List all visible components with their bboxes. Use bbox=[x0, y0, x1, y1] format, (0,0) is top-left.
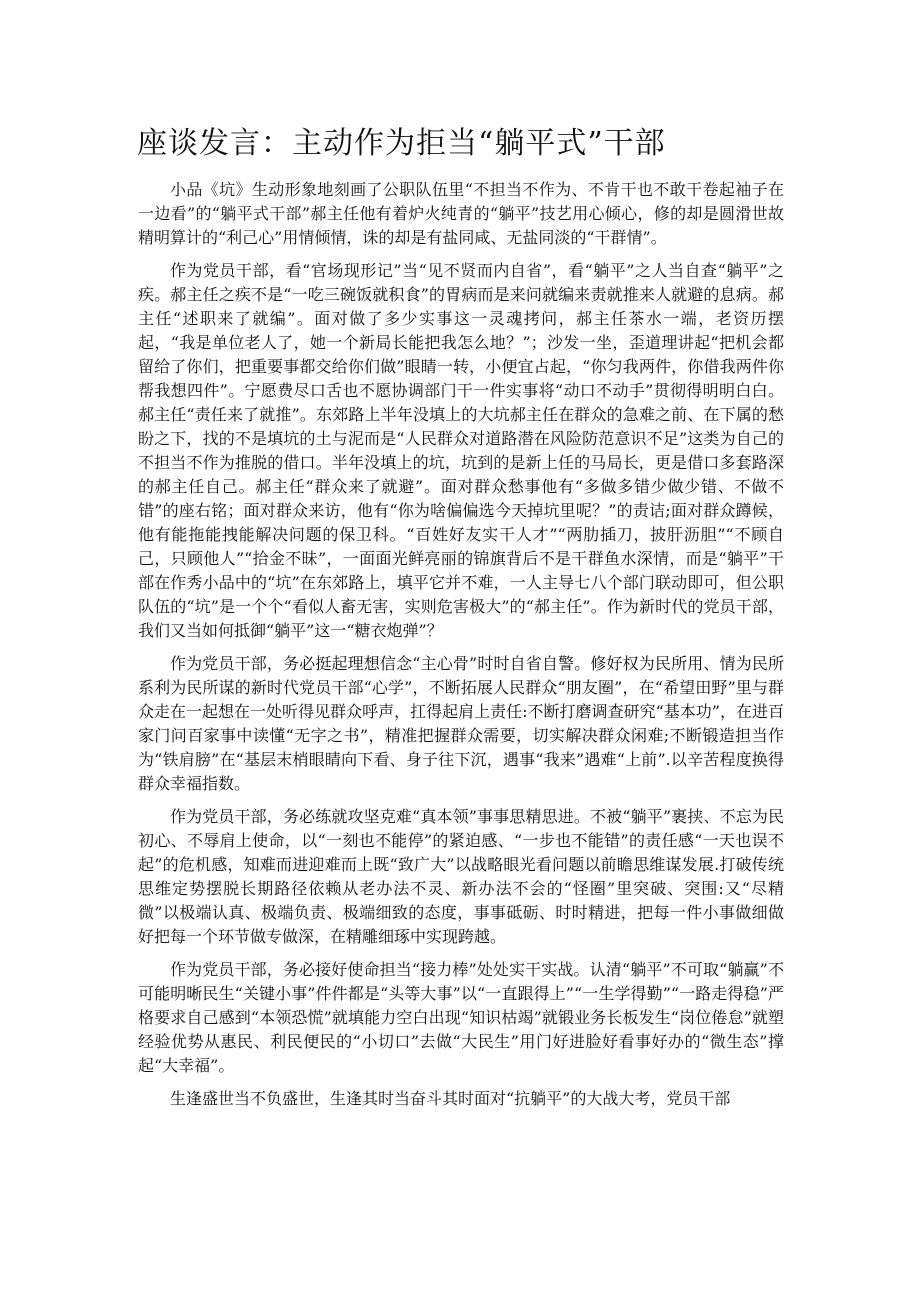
paragraph-2: 作为党员干部，看“官场现形记”当“见不贤而内自省”，看“躺平”之人当自查“躺平”之疾。郝主任之疾不是“一吃三碗饭就积食”的胃病而是来问就编来责就推来人就避的息病。郝主任“述职来了就编”。面对做了多少实事这一灵魂拷问，郝主任茶水一端，老资历摆起，“我是单位老人了，她一个新局长能把我怎么地？”；沙发一坐，歪道理讲起“把机会都留给了你们，把重要事都交给你们做”眼睛一转，小便宜占起，“你匀我两件，你借我两件你帮我想四件”。宁愿费尽口舌也不愿协调部门干一件实事将“动口不动手”贯彻得明明白白。郝主任“责任来了就推”。东郊路上半年没填上的大坑郝主任在群众的急难之前、在下属的愁盼之下，找的不是填坑的土与泥而是“人民群众对道路潜在风险防范意识不足”这类为自己的不担当不作为推脱的借口。半年没填上的坑，坑到的是新上任的马局长，更是借口多套路深的郝主任自己。郝主任“群众来了就避”。面对群众愁事他有“多做多错少做少错、不做不错”的座右铭；面对群众来访，他有“你为啥偏偏选今天掉坑里呢？”的责诘;面对群众蹲候，他有能拖能拽能解决问题的保卫科。“百姓好友实干人才”“两肋插刀，披肝沥胆”“不顾自己，只顾他人”“拾金不昧”，一面面光鲜亮丽的锦旗背后不是干群鱼水深情，而是“躺平”干部在作秀小品中的“坑”在东郊路上，填平它并不难，一人主导七八个部门联动即可，但公职队伍的“坑”是一个个“看似人畜无害，实则危害极大”的“郝主任”。作为新时代的党员干部，我们又当如何抵御“躺平”这一“糖衣炮弹”？ bbox=[138, 261, 784, 640]
paragraph-4: 作为党员干部，务必练就攻坚克难“真本领”事事思精思进。不被“躺平”裹挟、不忘为民初心、不辱肩上使命，以“一刻也不能停”的紧迫感、“一步也不能错”的责任感“一天也误不起”的危机感，知难而进迎难而上既“致广大”以战略眼光看问题以前瞻思维谋发展.打破传统思维定势摆脱长期路径依赖从老办法不灵、新办法不会的“怪圈”里突破、突围:又“尽精微”以极端认真、极端负责、极端细致的态度，事事砥砺、时时精进，把每一件小事做细做好把每一个环节做专做深，在精雕细琢中实现跨越。 bbox=[138, 807, 784, 946]
document-body bbox=[138, 178, 784, 1120]
document-title: 座谈发言：主动作为拒当“躺平式”干部 bbox=[137, 126, 666, 161]
paragraph-1: 小品《坑》生动形象地刻画了公职队伍里“不担当不作为、不肯干也不敢干卷起袖子在一边看”的“躺平式干部”郝主任他有着炉火纯青的“躺平”技艺用心倾心，修的却是圆滑世故精明算计的“利己心”用情倾情，诛的却是有盐同咸、无盐同淡的“干群情”。 bbox=[138, 180, 784, 247]
paragraph-6: 生逢盛世当不负盛世，生逢其时当奋斗其时面对“抗躺平”的大战大考，党员干部 bbox=[170, 1089, 731, 1108]
paragraph-3: 作为党员干部，务必挺起理想信念“主心骨”时时自省自警。修好权为民所用、情为民所系利为民所谋的新时代党员干部“心学”，不断拓展人民群众“朋友圈”，在“希望田野”里与群众走在一起想在一处听得见群众呼声，扛得起肩上责任:不断打磨调查研究“基本功”，在进百家门问百家事中读懂“无字之书”，精准把握群众需要，切实解决群众闲难;不断锻造担当作为“铁肩膀”在“基层末梢眼睛向下看、身子往下沉，遇事“我来”遇难“上前”.以辛苦程度换得群众幸福指数。 bbox=[138, 654, 784, 793]
paragraph-5: 作为党员干部，务必接好使命担当“接力棒”处处实干实战。认清“躺平”不可取“躺赢”不可能明晰民生“关键小事”件件都是“头等大事”以“一直跟得上”“一生学得勤”“一路走得稳”严格要求自己感到“本领恐慌”就填能力空白出现“知识枯竭”就锻业务长板发生“岗位倦怠”就塑经验优势从惠民、利民便民的“小切口”去做“大民生”用门好进脸好看事好办的“微生态”撑起“大幸福”。 bbox=[138, 960, 784, 1075]
